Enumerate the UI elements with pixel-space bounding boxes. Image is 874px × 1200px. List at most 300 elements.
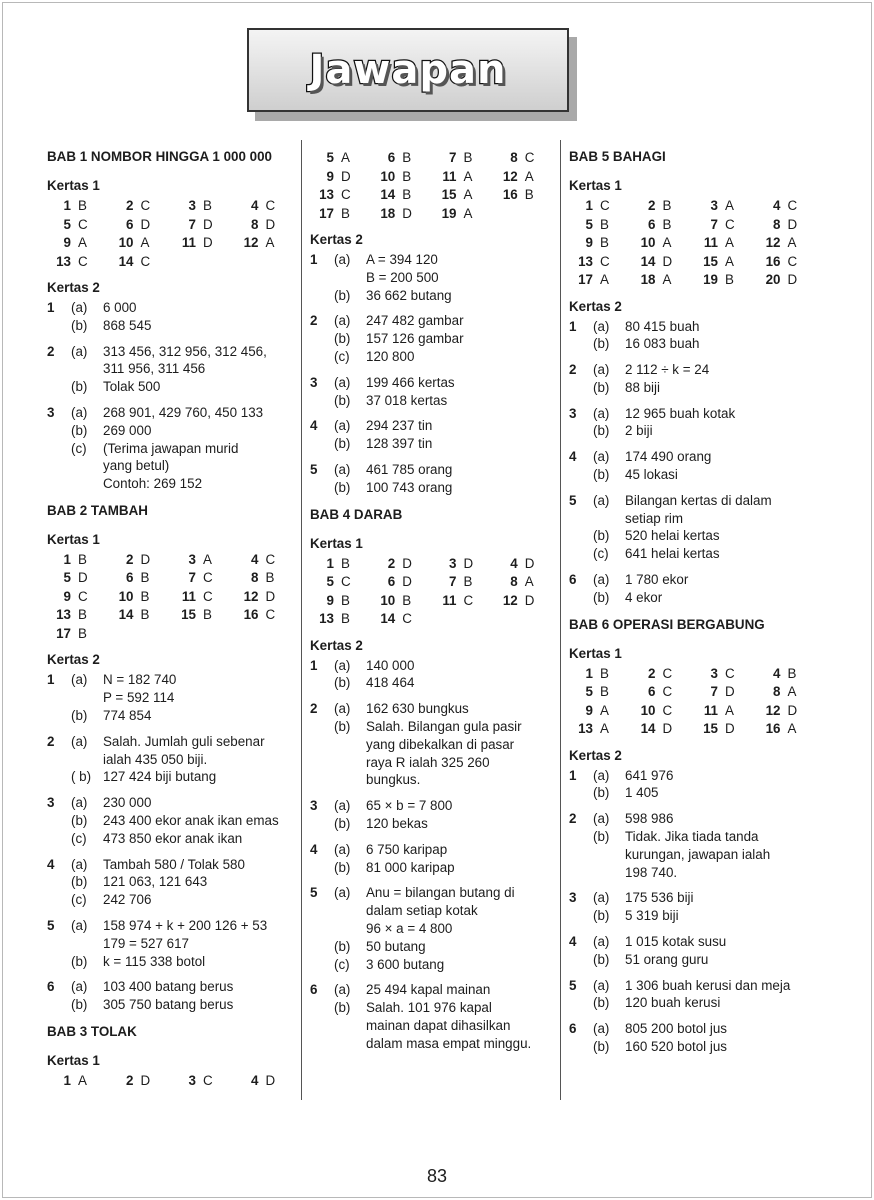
question-number: 15 (181, 607, 196, 623)
question-number: 3 (710, 198, 718, 213)
answer-line: 4 ekor (625, 589, 663, 605)
question-number: 12 (243, 235, 259, 250)
objective-answer (310, 205, 371, 223)
answer-line: 5 319 biji (625, 908, 679, 924)
answer-part (334, 999, 555, 1052)
paper-heading: Kertas 1 (569, 645, 622, 661)
objective-answer (172, 197, 235, 215)
answer-line: 268 901, 429 760, 450 133 (103, 404, 264, 420)
subjective-answer (569, 318, 819, 354)
objective-answer (757, 216, 820, 234)
answer-parts (71, 404, 297, 493)
paper-heading: Kertas 2 (310, 232, 363, 247)
objective-answer (110, 569, 173, 587)
answer-parts (593, 361, 819, 397)
answer-letter: A (787, 235, 797, 250)
answer-line: 247 482 gambar (366, 313, 464, 329)
answer-letter: C (463, 592, 474, 608)
objective-answer (694, 253, 757, 271)
answer-letter: A (463, 187, 473, 202)
answer-line: Salah. 101 976 kapal (366, 1000, 492, 1016)
objective-answer (310, 592, 371, 610)
answer-line: 868 545 (103, 317, 152, 333)
question-number: 3 (569, 405, 577, 421)
question-number: 14 (640, 721, 656, 737)
question-number: 3 (449, 555, 457, 571)
part-text (103, 768, 297, 786)
question-number: 5 (310, 885, 318, 901)
question-number: 8 (251, 216, 259, 232)
question-number: 2 (126, 1073, 134, 1089)
answer-parts (334, 657, 555, 693)
question-number: 7 (188, 570, 196, 586)
part-label: (a) (593, 572, 610, 588)
paper-heading: Kertas 2 (310, 637, 363, 653)
subjective-answer (47, 404, 297, 493)
part-text (625, 492, 819, 528)
part-text (366, 374, 555, 392)
part-label: (a) (593, 1021, 610, 1037)
answer-line: dalam masa empat minggu. (366, 1035, 532, 1051)
answer-part (71, 343, 297, 379)
answer-letter: A (600, 702, 609, 718)
part-label: (c) (593, 546, 609, 562)
answer-letter: A (662, 272, 672, 287)
answer-part (71, 830, 297, 848)
page-number: 83 (426, 1166, 448, 1186)
answer-letter: B (600, 216, 609, 232)
part-label: (b) (334, 815, 351, 831)
answer-part (593, 951, 819, 969)
objective-answer (235, 588, 298, 606)
question-number: 11 (703, 235, 718, 250)
part-label: (a) (334, 982, 351, 998)
answer-letter: C (725, 665, 735, 681)
answer-line: 243 400 ekor anak ikan emas (103, 813, 279, 829)
question-number: 19 (703, 272, 718, 287)
answer-line: 242 706 (103, 892, 152, 908)
answer-parts (334, 461, 555, 497)
part-text (103, 440, 297, 493)
part-label: (b) (593, 829, 610, 845)
question-number: 6 (387, 574, 396, 590)
question-number: 4 (310, 418, 318, 434)
answer-part (71, 733, 297, 769)
part-text (625, 933, 819, 951)
answer-part (334, 392, 555, 410)
part-text (366, 859, 555, 877)
answer-parts (593, 810, 819, 881)
answer-line: 230 000 (103, 795, 152, 811)
answer-letter: A (341, 150, 350, 165)
objective-answer (310, 186, 371, 204)
question-number: 5 (569, 977, 577, 993)
answer-part (593, 361, 819, 379)
chapter-heading: BAB 3 TOLAK (47, 1024, 137, 1040)
question-number: 10 (118, 235, 134, 250)
answer-part (593, 492, 819, 528)
question-number: 4 (510, 555, 518, 571)
question-number: 14 (118, 253, 134, 269)
part-label: (b) (71, 953, 88, 969)
subjective-answer (47, 856, 297, 909)
answer-line: 160 520 botol jus (625, 1039, 727, 1055)
answer-letter: C (725, 216, 735, 232)
part-label: (a) (71, 672, 88, 688)
answer-line: yang dibekalkan di pasar (366, 736, 515, 752)
answer-part (71, 891, 297, 909)
answer-letter: B (78, 625, 87, 641)
objective-answer (371, 186, 432, 204)
answer-letter: D (203, 235, 213, 250)
part-label: (a) (334, 701, 351, 717)
answer-column-2 (310, 140, 555, 1061)
answer-line: 1 306 buah kerusi dan meja (625, 977, 791, 993)
objective-answer (110, 551, 173, 569)
objective-answer (569, 683, 632, 701)
answer-part (334, 435, 555, 453)
objective-answer (371, 168, 432, 186)
objective-answer (110, 1072, 173, 1090)
answer-line: 305 750 batang berus (103, 997, 234, 1013)
answer-letter: B (78, 607, 87, 623)
answer-letter: C (600, 253, 610, 269)
answer-line: 120 800 (366, 348, 415, 364)
answer-part (593, 889, 819, 907)
answer-parts (334, 251, 555, 304)
objective-answer (757, 702, 820, 720)
question-number: 8 (510, 574, 518, 590)
question-number: 1 (585, 665, 593, 681)
question-number: 3 (188, 1073, 196, 1089)
chapter-heading: BAB 4 DARAB (310, 506, 403, 522)
objective-answer (632, 234, 695, 252)
answer-line: 311 956, 311 456 (103, 361, 206, 377)
part-label: (b) (71, 708, 88, 724)
answer-letter: B (600, 684, 609, 700)
part-label: (a) (593, 405, 610, 421)
part-text (625, 907, 819, 925)
answer-part (334, 718, 555, 789)
answer-line: 1 015 kotak susu (625, 934, 727, 950)
answer-letter: C (203, 588, 213, 604)
question-number: 10 (640, 235, 656, 250)
part-label: (a) (71, 733, 88, 749)
answer-letter: B (600, 235, 609, 250)
answer-part (593, 994, 819, 1012)
objective-answer (632, 665, 695, 683)
answer-line: 88 biji (625, 379, 660, 395)
answer-parts (334, 797, 555, 833)
question-number: 4 (310, 841, 318, 857)
answer-line: 598 986 (625, 811, 674, 827)
answer-letter: C (265, 198, 276, 213)
part-label: (b) (334, 675, 351, 691)
answer-line: 158 974 + k + 200 126 + 53 (103, 918, 268, 934)
question-number: 15 (703, 253, 718, 269)
answer-letter: A (662, 235, 672, 250)
part-label: (b) (334, 859, 351, 875)
answer-part (593, 933, 819, 951)
answer-line: 45 lokasi (625, 467, 678, 483)
answer-line: Tidak. Jika tiada tanda (625, 829, 759, 845)
objective-answer (110, 197, 173, 215)
answer-parts (71, 978, 297, 1014)
answer-part (593, 448, 819, 466)
objective-answer (494, 149, 555, 167)
subjective-answer (310, 884, 555, 973)
part-text (103, 343, 297, 379)
objective-answer (47, 551, 110, 569)
answer-letter: C (265, 607, 276, 623)
answer-part (334, 700, 555, 718)
question-number: 9 (63, 588, 71, 604)
part-text (625, 361, 819, 379)
objective-answer (310, 149, 371, 167)
part-text (366, 348, 555, 366)
objective-answer (47, 588, 110, 606)
question-number: 4 (569, 449, 577, 465)
answer-parts (593, 977, 819, 1013)
part-label: (b) (71, 317, 88, 333)
question-number: 13 (578, 721, 593, 737)
objective-answer (694, 720, 757, 738)
question-number: 11 (703, 702, 718, 718)
answer-part (593, 527, 819, 545)
answer-line: 3 600 butang (366, 956, 445, 972)
answer-letter: D (140, 216, 151, 232)
answer-part (593, 1020, 819, 1038)
question-number: 11 (181, 588, 196, 604)
question-number: 16 (765, 721, 781, 737)
objective-answer (110, 606, 173, 624)
objective-answer (47, 253, 110, 271)
answer-letter: C (662, 702, 673, 718)
answer-line: 51 orang guru (625, 951, 709, 967)
part-label: (b) (593, 467, 610, 483)
part-label: (b) (593, 379, 610, 395)
answer-letter: B (140, 588, 150, 604)
answer-parts (71, 299, 297, 335)
part-text (625, 527, 819, 545)
objective-answer (47, 569, 110, 587)
question-number: 9 (585, 235, 593, 250)
subjective-answer (310, 374, 555, 410)
subjective-answer (569, 933, 819, 969)
answer-line: ialah 435 050 biji. (103, 751, 208, 767)
part-label: (c) (334, 348, 350, 364)
objective-answer (569, 720, 632, 738)
objective-answer (172, 1072, 235, 1090)
answer-letter: B (402, 187, 412, 202)
part-text (103, 856, 297, 874)
answer-letter: C (600, 198, 610, 213)
answer-line: 1 780 ekor (625, 572, 689, 588)
answer-parts (593, 767, 819, 803)
part-text (103, 917, 297, 953)
answer-line: 140 000 (366, 657, 415, 673)
answer-letter: A (463, 205, 473, 221)
answer-letter: D (265, 588, 276, 604)
answer-line: 121 063, 121 643 (103, 874, 208, 890)
subjective-answer (569, 1020, 819, 1056)
paper-heading: Kertas 1 (47, 178, 100, 193)
answer-part (71, 404, 297, 422)
question-number: 1 (569, 767, 577, 783)
answer-letter: B (341, 611, 350, 627)
chapter-heading: BAB 5 BAHAGI (569, 149, 666, 164)
answer-letter: D (524, 592, 535, 608)
answer-letter: B (265, 570, 275, 586)
answer-line: 162 630 bungkus (366, 701, 469, 717)
part-label: (a) (593, 449, 610, 465)
objective-answer (694, 271, 757, 289)
question-number: 13 (56, 607, 71, 623)
answer-letter: D (787, 702, 798, 718)
answer-part (593, 379, 819, 397)
objective-answer (47, 606, 110, 624)
objective-answer (433, 573, 494, 591)
part-label: (b) (71, 874, 88, 890)
question-number: 11 (442, 592, 457, 608)
subjective-answer (310, 251, 555, 304)
subjective-answer (569, 889, 819, 925)
title-banner (247, 28, 569, 112)
question-number: 2 (569, 362, 577, 378)
answer-parts (593, 448, 819, 484)
answer-letter: B (463, 150, 473, 165)
part-label: (b) (593, 336, 610, 352)
part-label: (a) (593, 362, 610, 378)
question-number: 10 (640, 702, 656, 718)
answer-letter: D (725, 684, 735, 700)
answer-part (334, 674, 555, 692)
answer-letter: A (203, 551, 212, 567)
objective-answer-grid (47, 551, 297, 643)
answer-line: 120 bekas (366, 815, 428, 831)
question-number: 6 (648, 684, 656, 700)
question-number: 5 (569, 492, 577, 508)
question-number: 1 (310, 252, 318, 267)
question-number: 5 (326, 574, 334, 590)
paper-heading: Kertas 2 (47, 652, 100, 668)
question-number: 1 (326, 555, 334, 571)
paper-heading: Kertas 1 (47, 531, 100, 547)
part-label: (a) (71, 300, 88, 315)
part-text (366, 251, 555, 287)
question-number: 2 (648, 198, 656, 213)
objective-answer (235, 1072, 298, 1090)
part-label: (b) (334, 392, 351, 408)
objective-answer (694, 234, 757, 252)
objective-answer (371, 592, 432, 610)
answer-line: A = 394 120 (366, 252, 438, 267)
objective-answer-grid (569, 665, 819, 738)
part-label: (a) (334, 374, 351, 390)
answer-letter: B (662, 216, 672, 232)
question-number: 2 (47, 343, 55, 359)
chapter-heading: BAB 6 OPERASI BERGABUNG (569, 616, 765, 632)
question-number: 6 (569, 572, 577, 588)
part-label: (b) (593, 951, 610, 967)
answer-parts (593, 933, 819, 969)
answer-letter: D (787, 216, 798, 232)
question-number: 7 (449, 574, 457, 590)
answer-letter: A (265, 235, 275, 250)
answer-line: 50 butang (366, 938, 426, 954)
question-number: 1 (63, 198, 71, 213)
answer-letter: B (78, 198, 87, 213)
answer-letter: C (203, 1073, 213, 1089)
part-label: (a) (334, 885, 351, 901)
answer-part (71, 917, 297, 953)
objective-answer (757, 665, 820, 683)
answer-letter: B (203, 198, 212, 213)
objective-answer (569, 253, 632, 271)
question-number: 7 (710, 684, 718, 700)
part-label: (a) (334, 461, 351, 477)
answer-line: (Terima jawapan murid (103, 440, 239, 456)
answer-line: 96 × a = 4 800 (366, 920, 453, 936)
part-label: (a) (71, 343, 88, 359)
question-number: 2 (648, 665, 656, 681)
answer-line: raya R ialah 325 260 (366, 754, 490, 770)
answer-line: 120 buah kerusi (625, 995, 721, 1011)
question-number: 9 (326, 168, 334, 184)
part-label: (b) (71, 997, 88, 1013)
objective-answer (235, 551, 298, 569)
objective-answer (433, 149, 494, 167)
subjective-answer (47, 733, 297, 786)
answer-line: Bilangan kertas di dalam (625, 492, 772, 508)
part-text (366, 815, 555, 833)
answer-line: k = 115 338 botol (103, 953, 206, 969)
objective-answer (371, 555, 432, 573)
answer-letter: D (402, 555, 412, 571)
answer-letter: A (600, 272, 609, 287)
answer-letter: C (787, 198, 798, 213)
objective-answer (310, 573, 371, 591)
answer-part (334, 374, 555, 392)
answer-line: 774 854 (103, 708, 152, 724)
answer-letter: D (402, 205, 412, 221)
question-number: 17 (319, 205, 334, 221)
column-divider (560, 140, 561, 1100)
answer-part (334, 479, 555, 497)
answer-letter: C (662, 684, 673, 700)
answer-letter: A (600, 721, 609, 737)
question-number: 5 (63, 570, 71, 586)
paper-heading: Kertas 2 (569, 747, 622, 763)
question-number: 1 (63, 551, 71, 567)
objective-answer (494, 186, 555, 204)
paper-heading: Kertas 2 (47, 280, 100, 295)
answer-line: 641 helai kertas (625, 546, 720, 562)
objective-answer (172, 551, 235, 569)
part-text (625, 810, 819, 828)
question-number: 17 (578, 272, 593, 287)
part-label: (a) (334, 841, 351, 857)
question-number: 6 (310, 982, 318, 998)
objective-answer (310, 555, 371, 573)
objective-answer (371, 573, 432, 591)
answer-line: Tambah 580 / Tolak 580 (103, 856, 245, 872)
question-number: 1 (585, 198, 593, 213)
objective-answer (110, 216, 173, 234)
answer-line: 25 494 kapal mainan (366, 982, 491, 998)
answer-line: 461 785 orang (366, 461, 453, 477)
objective-answer (310, 610, 371, 628)
